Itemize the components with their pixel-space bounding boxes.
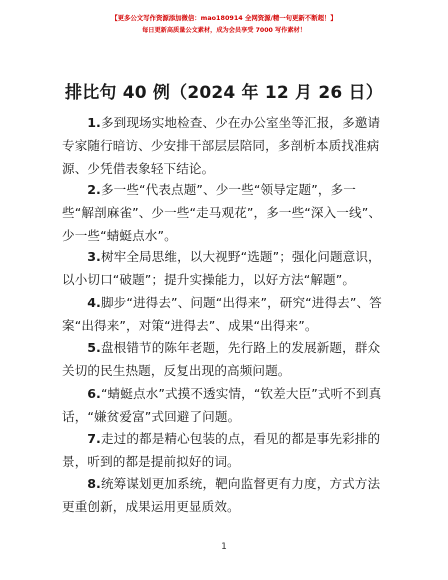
paragraph-text: 盘根错节的陈年老题，先行路上的发展新题，群众关切的民生热题，反复出现的高频问题。 <box>62 340 381 378</box>
paragraph-number: 6. <box>87 386 101 401</box>
document-title: 排比句 40 例（2024 年 12 月 26 日） <box>65 83 383 103</box>
paragraph-number: 4. <box>87 295 101 310</box>
paragraph-5 <box>62 336 386 382</box>
page-number: 1 <box>221 542 227 552</box>
paragraph-text: 走过的都是精心包装的点，看见的都是事先彩排的景，听到的都是提前拟好的词。 <box>62 431 381 469</box>
promo-header-line-2: 每日更新高质量公文素材，成为会员享受 7000 写作素材！ <box>142 27 306 34</box>
paragraph-7 <box>62 427 386 473</box>
paragraph-3 <box>62 245 386 291</box>
paragraph-6 <box>62 382 386 428</box>
paragraph-text: 多到现场实地检查、少在办公室坐等汇报，多邀请专家随行暗访、少安排干部层层陪同，多剖析本质找准病源、少凭借表象轻下结论。 <box>62 115 381 176</box>
paragraph-number: 5. <box>87 340 101 355</box>
paragraph-number: 8. <box>87 476 101 491</box>
paragraph-2 <box>62 178 386 247</box>
paragraph-number: 2. <box>87 182 101 197</box>
promo-header-line-1: 【更多公文写作资源添加微信：mao180914 全网资源/精一句更新不断超！】 <box>111 14 337 22</box>
paragraph-1 <box>62 111 386 180</box>
paragraph-text: 脚步“进得去”、问题“出得来”，研究“进得去”、答案“出得来”，对策“进得去”、成果“出得来”。 <box>62 295 382 333</box>
paragraph-text: “蜻蜓点水”式摸不透实情，“钦差大臣”式听不到真话，“嫌贫爱富”式回避了问题。 <box>62 386 382 424</box>
paragraph-number: 3. <box>87 249 101 264</box>
paragraph-text: 多一些“代表点题”、少一些“领导定题”，多一些“解剖麻雀”、少一些“走马观花”，多一些“深入一线”、少一些“蜻蜓点水”。 <box>62 182 382 243</box>
paragraph-8 <box>62 472 386 518</box>
paragraph-text: 树牢全局思维，以大视野“选题”；强化问题意识，以小切口“破题”；提升实操能力，以好方法“解题”。 <box>62 249 381 287</box>
paragraph-4 <box>62 291 386 337</box>
paragraph-number: 7. <box>87 431 101 446</box>
paragraph-number: 1. <box>87 115 101 130</box>
paragraph-text: 统筹谋划更加系统，靶向监督更有力度，方式方法更重创新，成果运用更显质效。 <box>62 476 381 514</box>
